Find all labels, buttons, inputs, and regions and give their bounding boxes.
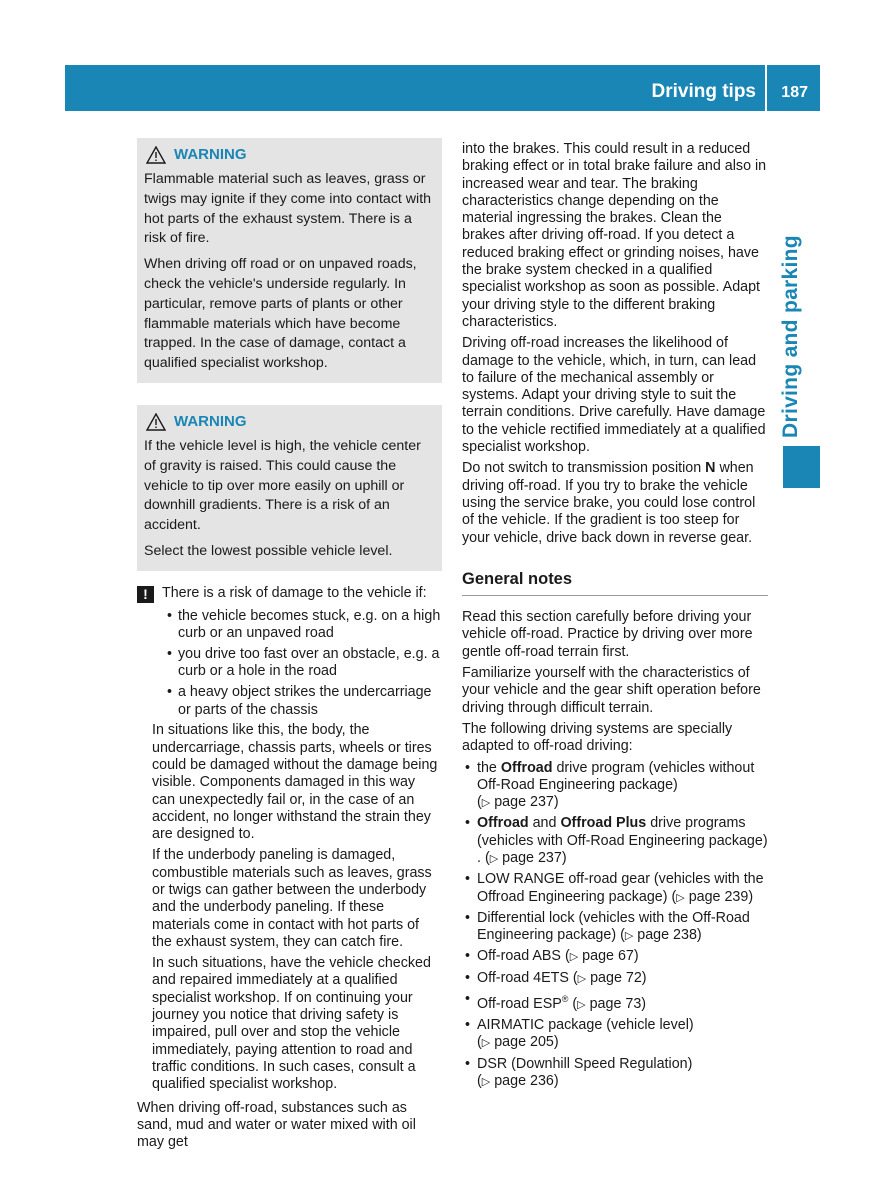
left-column [137,138,442,1151]
list-item: • LOW RANGE off-road gear (vehicles with the Offroad Engineering package) (▷ page 239) [462,871,768,907]
warning-text: When driving off road or on unpaved roads, check the vehicle's underside regularly. In particular, remove parts of plants or other flammable materials which have become trapped. In the case of damage, contact a qualified specialist workshop. [144,256,417,372]
body-paragraph: Driving off-road increases the likelihood of damage to the vehicle, which, in turn, can lead to failure of the mechanical assembly or systems. Adapt your driving style to suit the terrain conditions. Drive carefully. Have damage to the vehicle rectified immediately at a qualified specialist workshop. [462,335,766,456]
page-ref-icon: ▷ [676,891,685,904]
warning-heading [146,146,435,164]
text-run: AIRMATIC package (vehicle level) [477,1017,694,1034]
body-paragraph: Familiarize yourself with the characteristics of your vehicle and the gear shift operation before driving through difficult terrain. [462,665,761,716]
page-ref-icon: ▷ [569,951,579,964]
page-reference[interactable]: page 237 [494,794,554,811]
page-ref-icon: ▷ [481,797,491,810]
notice-paragraph: If the underbody paneling is damaged, combustible materials such as leaves, grass or twigs can gather between the underbody and the underbody paneling. If these materials come in contact with hot parts of the exhaust system, they can catch fire. [152,847,432,950]
warning-box [137,405,442,571]
notice-list [162,608,442,719]
header-divider [765,65,767,111]
text-run: Off-road 4ETS ( [477,969,578,986]
page-reference[interactable]: page 73 [589,995,642,1012]
page-ref-icon: ▷ [577,972,587,985]
header-bar [65,65,820,111]
warning-triangle-icon [146,413,166,431]
warning-box [137,138,442,383]
text-run: Off-road ABS ( [477,948,570,965]
section-tab-label: Driving and parking [779,235,802,438]
page-reference[interactable]: page 238 [637,927,697,944]
page-ref-icon: ▷ [481,1037,491,1050]
driving-systems-list [462,760,768,1092]
list-item: • Differential lock (vehicles with the Off-Road Engineering package) (▷ page 238) [462,910,768,946]
body-paragraph: The following driving systems are specially adapted to off-road driving: [462,720,733,755]
text-run: drive programs (vehicles with Off-Road Engineering package) . ( [477,815,768,866]
page-reference[interactable]: page 236 [494,1073,554,1090]
body-paragraph: into the brakes. This could result in a reduced braking effect or in total brake failure and also in increased wear and tear. The braking characteristics change depending on the material ingressing the brakes. Clean the brakes after driving off-road. If you detect a reduced braking effect or grinding noises, have the brake system checked in a qualified specialist workshop as soon as possible. Adapt your driving style to the different braking characteristics. [462,141,767,330]
list-item: • a heavy object strikes the undercarriage or parts of the chassis [162,684,442,719]
list-item: • the vehicle becomes stuck, e.g. on a high curb or an unpaved road [162,608,442,643]
text-run: ( [568,995,578,1012]
notice-text: There is a risk of damage to the vehicle if: [162,584,427,601]
exclamation-icon: ! [137,586,154,603]
section-heading: General notes [462,571,768,596]
text-run: the [477,759,501,776]
warning-label: WARNING [174,146,247,164]
text-run: Do not switch to transmission position [462,460,706,477]
list-item: • Off-road ESP® (▷ page 73) [462,991,768,1014]
gear-position: N [705,460,716,477]
page-title: Driving tips [651,81,756,102]
notice-paragraph: In situations like this, the body, the undercarriage, chassis parts, wheels or tires could be damaged without the damage being visible. Components damaged in this way can unexpectedly fail or, in the case of an accident, no longer withstand the strain they are designed to. [152,722,438,843]
warning-text: Flammable material such as leaves, grass or twigs may ignite if they come into contact with hot parts of the exhaust system. There is a risk of fire. [144,171,432,247]
list-item: • Off-road 4ETS (▷ page 72) [462,970,768,988]
notice-block [137,585,442,719]
page-reference[interactable]: page 205 [494,1034,554,1051]
page-reference[interactable]: page 237 [502,849,562,866]
list-item: • DSR (Downhill Speed Regulation) (▷ page 236) [462,1056,768,1092]
warning-heading [146,413,435,431]
text-run: Offroad Plus [560,815,647,832]
page-ref-icon: ▷ [624,930,634,943]
warning-label: WARNING [174,413,247,431]
list-item: • AIRMATIC package (vehicle level) (▷ page 205) [462,1017,768,1053]
registered-mark: ® [561,994,569,1005]
text-run: when driving off-road. If you try to brake the vehicle using the service brake, you could lose control of the vehicle. If the gradient is too steep for your vehicle, drive back down in reverse gear. [462,460,756,546]
text-run: LOW RANGE off-road gear (vehicles with the Offroad Engineering package) ( [477,871,764,905]
list-item: • Offroad and Offroad Plus drive programs (vehicles with Off-Road Engineering package) . (▷ page 237) [462,815,768,868]
text-run: Off-road ESP [477,995,562,1012]
text-run: Differential lock (vehicles with the Off-Road Engineering package) ( [477,909,750,944]
list-item: • Off-road ABS (▷ page 67) [462,948,768,966]
right-column [462,141,768,1094]
text-run: drive program (vehicles without Off-Road Engineering package) [477,759,755,793]
text-run: Offroad [477,815,529,832]
list-item: • the Offroad drive program (vehicles without Off-Road Engineering package) (▷ page 237) [462,760,768,813]
page-ref-icon: ▷ [481,1076,491,1089]
body-paragraph [462,460,768,546]
page-number: 187 [781,84,808,101]
warning-triangle-icon [146,146,166,164]
page-ref-icon: ▷ [489,852,499,865]
notice-paragraph: In such situations, have the vehicle checked and repaired immediately at a qualified specialist workshop. If on continuing your journey you notice that driving safety is impaired, pull over and stop the vehicle immediately, paying attention to road and traffic conditions. In such cases, consult a qualified specialist workshop. [152,955,431,1093]
body-paragraph: Read this section carefully before driving your vehicle off-road. Practice by driving over more gentle off-road terrain first. [462,609,753,660]
warning-text: If the vehicle level is high, the vehicle center of gravity is raised. This could cause the vehicle to tip over more easily on uphill or downhill gradients. There is a risk of an accident. [144,437,421,534]
text-run: and [528,815,561,832]
body-paragraph: When driving off-road, substances such as sand, mud and water or water mixed with oil may get [137,1099,416,1151]
list-item: • you drive too fast over an obstacle, e.g. a curb or a hole in the road [162,646,442,681]
page-reference[interactable]: page 239 [688,888,749,905]
warning-text: Select the lowest possible vehicle level. [144,542,393,559]
page-reference[interactable]: page 67 [582,948,634,965]
page-ref-icon: ▷ [577,998,586,1011]
section-tab [777,235,884,438]
section-tab-marker [783,446,820,488]
page-reference[interactable]: page 72 [590,969,642,986]
text-run: Offroad [500,759,553,776]
text-run: DSR (Downhill Speed Regulation) [477,1055,693,1072]
